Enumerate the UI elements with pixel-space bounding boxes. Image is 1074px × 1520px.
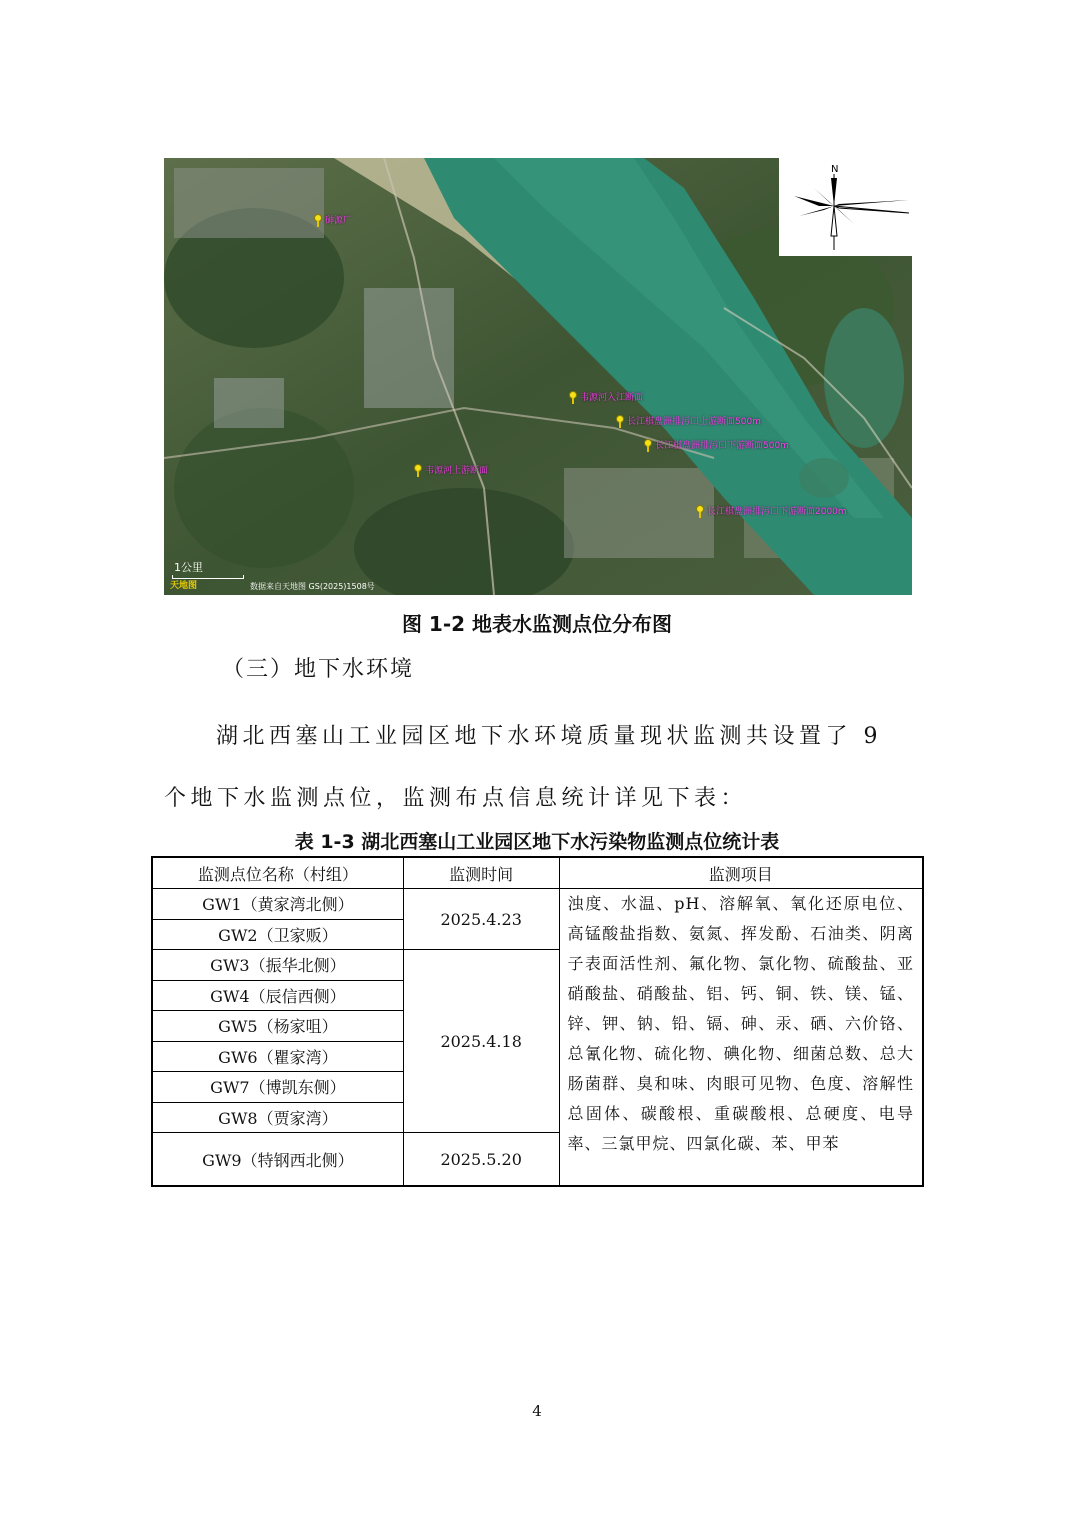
map-marker-label: 砷源厂: [325, 216, 353, 226]
map-marker[interactable]: [616, 414, 761, 427]
site-name-cell: GW3（振华北侧）: [152, 950, 403, 981]
map-marker[interactable]: [314, 213, 352, 226]
site-name-cell: GW9（特钢西北侧）: [152, 1133, 403, 1187]
pin-icon: [314, 214, 322, 226]
compass-north-label: N: [831, 164, 839, 175]
table-header-row: [152, 857, 923, 889]
site-name-cell: GW6（瞿家湾）: [152, 1041, 403, 1072]
section-heading: （三）地下水环境: [222, 657, 415, 682]
site-name-cell: GW1（黄家湾北侧）: [152, 889, 403, 920]
map-marker[interactable]: [696, 504, 847, 517]
map-marker-label: 长江棋盘洲排污口下游断面500m: [655, 441, 789, 451]
site-name-cell: GW5（杨家咀）: [152, 1011, 403, 1042]
map-credit: 数据来自天地图 GS(2025)1508号: [250, 582, 375, 591]
site-name-cell: GW4（辰信西侧）: [152, 980, 403, 1011]
map-logo: 天地图: [170, 581, 198, 591]
pin-icon: [616, 415, 624, 427]
table-caption: 表 1-3 湖北西塞山工业园区地下水污染物监测点位统计表: [294, 831, 780, 853]
pin-icon: [696, 505, 704, 517]
header-cell: 监测点位名称（村组）: [152, 857, 403, 889]
header-cell: 监测时间: [403, 857, 559, 889]
map-marker-label: 长江棋盘洲排污口上游断面500m: [627, 417, 761, 427]
pin-icon: [414, 464, 422, 476]
pin-icon: [644, 439, 652, 451]
map-marker-label: 长江棋盘洲排污口下游断面2000m: [707, 507, 847, 517]
map-marker-label: 韦源河上游断面: [425, 466, 489, 476]
page-number: 4: [532, 1402, 542, 1420]
pin-icon: [569, 391, 577, 403]
map-marker-label: 韦源河入江断面: [580, 393, 644, 403]
site-name-cell: GW7（博凯东侧）: [152, 1072, 403, 1103]
header-cell: 监测项目: [559, 857, 923, 889]
scale-label: 1公里: [174, 561, 203, 574]
site-name-cell: GW2（卫家贩）: [152, 919, 403, 950]
satellite-map: [164, 158, 912, 595]
monitoring-table: [151, 856, 924, 1187]
map-marker[interactable]: [414, 463, 488, 476]
items-cell: 浊度、水温、pH、溶解氧、氧化还原电位、高锰酸盐指数、氨氮、挥发酚、石油类、阴离子表面活性剂、氟化物、氯化物、硫酸盐、亚硝酸盐、硝酸盐、铝、钙、铜、铁、镁、锰、锌、钾、钠、铅、镉、砷、汞、硒、六价铬、总氰化物、硫化物、碘化物、细菌总数、总大肠菌群、臭和味、肉眼可见物、色度、溶解性总固体、碳酸根、重碳酸根、总硬度、电导率、三氯甲烷、四氯化碳、苯、甲苯: [559, 889, 923, 1187]
table-row: [152, 889, 923, 920]
site-name-cell: GW8（贾家湾）: [152, 1102, 403, 1133]
map-marker[interactable]: [644, 438, 789, 451]
body-paragraph: 湖北西塞山工业园区地下水环境质量现状监测共设置了 9 个地下水监测点位，监测布点信息统计详见下表：: [164, 724, 882, 811]
figure-caption: 图 1-2 地表水监测点位分布图: [401, 612, 673, 636]
date-cell: 2025.4.18: [403, 950, 559, 1133]
compass-rose: [779, 158, 912, 256]
date-cell: 2025.4.23: [403, 889, 559, 950]
date-cell: 2025.5.20: [403, 1133, 559, 1187]
map-marker[interactable]: [569, 390, 643, 403]
compass-icon: [779, 158, 912, 256]
